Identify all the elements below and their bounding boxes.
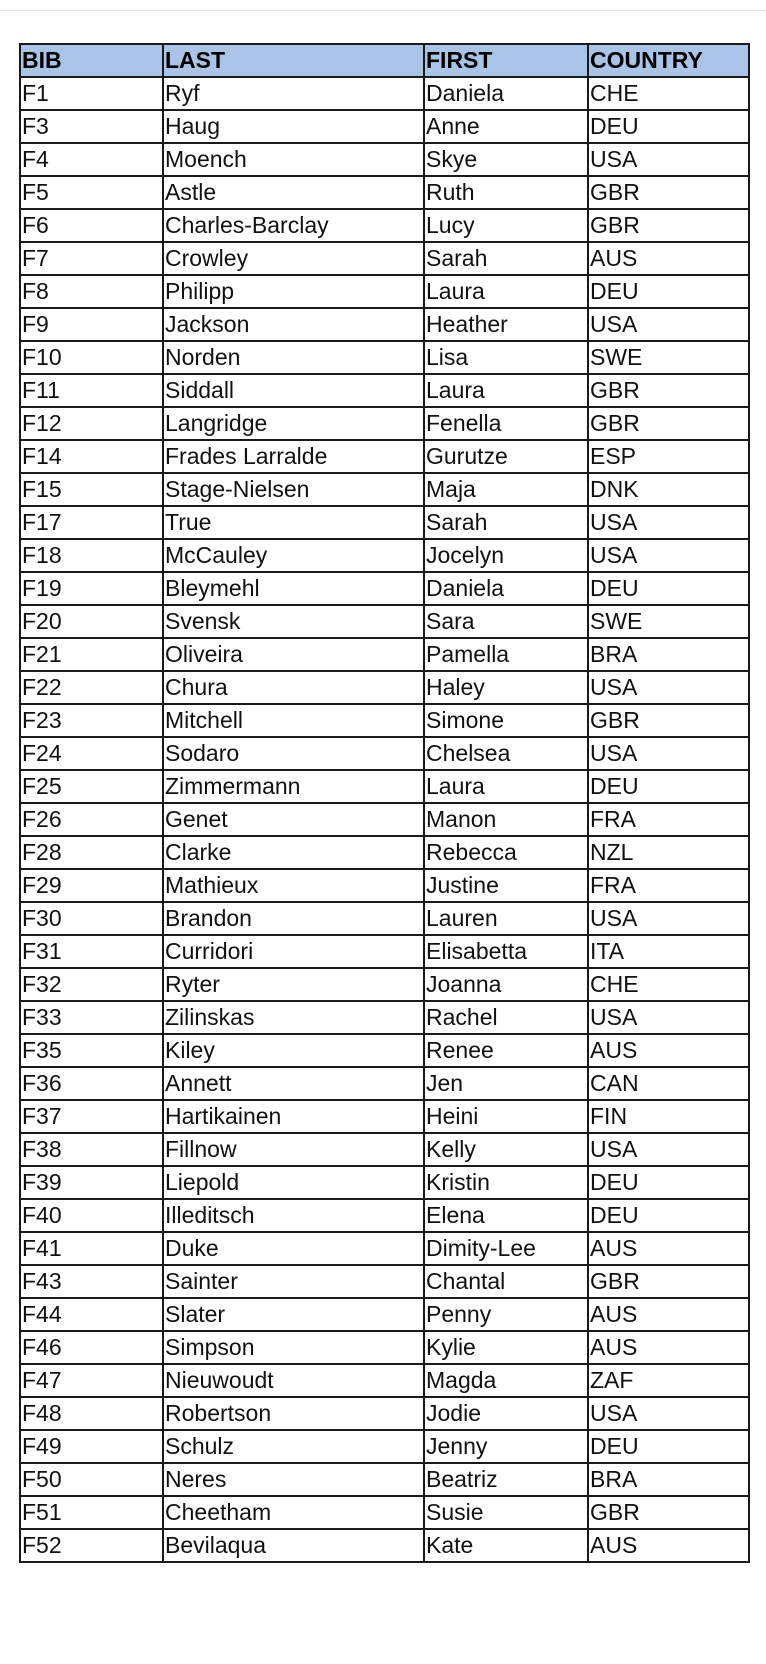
bib-cell: F20 (20, 605, 163, 638)
table-row (20, 1298, 749, 1331)
country-cell: ITA (588, 935, 749, 968)
table-row (20, 176, 749, 209)
last-name-cell: Neres (163, 1463, 424, 1496)
country-cell: AUS (588, 1034, 749, 1067)
country-cell: USA (588, 143, 749, 176)
bib-cell: F52 (20, 1529, 163, 1562)
last-name-cell: Frades Larralde (163, 440, 424, 473)
last-name-cell: Simpson (163, 1331, 424, 1364)
table-row (20, 1067, 749, 1100)
last-name-cell: Annett (163, 1067, 424, 1100)
bib-cell: F23 (20, 704, 163, 737)
first-name-cell: Chelsea (424, 737, 588, 770)
bib-cell: F31 (20, 935, 163, 968)
first-name-cell: Manon (424, 803, 588, 836)
bib-cell: F37 (20, 1100, 163, 1133)
country-cell: AUS (588, 1298, 749, 1331)
table-row (20, 1265, 749, 1298)
last-name-cell: Charles-Barclay (163, 209, 424, 242)
last-name-cell: Jackson (163, 308, 424, 341)
column-header-first: FIRST (424, 44, 588, 77)
table-row (20, 77, 749, 110)
table-row (20, 374, 749, 407)
last-name-cell: Illeditsch (163, 1199, 424, 1232)
country-cell: AUS (588, 1232, 749, 1265)
bib-cell: F33 (20, 1001, 163, 1034)
last-name-cell: Mathieux (163, 869, 424, 902)
first-name-cell: Jen (424, 1067, 588, 1100)
table-row (20, 704, 749, 737)
first-name-cell: Beatriz (424, 1463, 588, 1496)
table-row (20, 308, 749, 341)
first-name-cell: Dimity-Lee (424, 1232, 588, 1265)
table-row (20, 473, 749, 506)
column-header-bib: BIB (20, 44, 163, 77)
country-cell: BRA (588, 1463, 749, 1496)
country-cell: SWE (588, 605, 749, 638)
bib-cell: F17 (20, 506, 163, 539)
bib-cell: F25 (20, 770, 163, 803)
bib-cell: F41 (20, 1232, 163, 1265)
first-name-cell: Pamella (424, 638, 588, 671)
first-name-cell: Susie (424, 1496, 588, 1529)
first-name-cell: Jodie (424, 1397, 588, 1430)
last-name-cell: Duke (163, 1232, 424, 1265)
top-divider (0, 10, 766, 11)
country-cell: CAN (588, 1067, 749, 1100)
last-name-cell: Norden (163, 341, 424, 374)
first-name-cell: Sarah (424, 242, 588, 275)
country-cell: USA (588, 1133, 749, 1166)
country-cell: DEU (588, 275, 749, 308)
first-name-cell: Penny (424, 1298, 588, 1331)
last-name-cell: Nieuwoudt (163, 1364, 424, 1397)
country-cell: USA (588, 539, 749, 572)
table-row (20, 143, 749, 176)
bib-cell: F19 (20, 572, 163, 605)
first-name-cell: Simone (424, 704, 588, 737)
bib-cell: F6 (20, 209, 163, 242)
bib-cell: F43 (20, 1265, 163, 1298)
country-cell: DEU (588, 1166, 749, 1199)
first-name-cell: Maja (424, 473, 588, 506)
country-cell: USA (588, 671, 749, 704)
country-cell: CHE (588, 968, 749, 1001)
last-name-cell: Curridori (163, 935, 424, 968)
first-name-cell: Rachel (424, 1001, 588, 1034)
country-cell: DEU (588, 572, 749, 605)
bib-cell: F11 (20, 374, 163, 407)
country-cell: USA (588, 1001, 749, 1034)
table-row (20, 1364, 749, 1397)
table-header (20, 44, 749, 77)
country-cell: NZL (588, 836, 749, 869)
first-name-cell: Laura (424, 770, 588, 803)
last-name-cell: Genet (163, 803, 424, 836)
bib-cell: F38 (20, 1133, 163, 1166)
last-name-cell: Liepold (163, 1166, 424, 1199)
last-name-cell: Chura (163, 671, 424, 704)
table-row (20, 1496, 749, 1529)
table-row (20, 110, 749, 143)
first-name-cell: Lucy (424, 209, 588, 242)
country-cell: ZAF (588, 1364, 749, 1397)
last-name-cell: Schulz (163, 1430, 424, 1463)
country-cell: GBR (588, 374, 749, 407)
last-name-cell: Mitchell (163, 704, 424, 737)
table-row (20, 440, 749, 473)
bib-cell: F9 (20, 308, 163, 341)
country-cell: DEU (588, 1430, 749, 1463)
table-row (20, 1166, 749, 1199)
first-name-cell: Renee (424, 1034, 588, 1067)
bib-cell: F30 (20, 902, 163, 935)
first-name-cell: Sara (424, 605, 588, 638)
last-name-cell: Slater (163, 1298, 424, 1331)
table-row (20, 275, 749, 308)
country-cell: AUS (588, 1331, 749, 1364)
last-name-cell: Ryter (163, 968, 424, 1001)
last-name-cell: Moench (163, 143, 424, 176)
table-row (20, 968, 749, 1001)
last-name-cell: Astle (163, 176, 424, 209)
bib-cell: F3 (20, 110, 163, 143)
last-name-cell: Kiley (163, 1034, 424, 1067)
last-name-cell: Crowley (163, 242, 424, 275)
last-name-cell: Ryf (163, 77, 424, 110)
table-row (20, 407, 749, 440)
last-name-cell: Zilinskas (163, 1001, 424, 1034)
table-row (20, 1331, 749, 1364)
last-name-cell: Svensk (163, 605, 424, 638)
first-name-cell: Jenny (424, 1430, 588, 1463)
first-name-cell: Joanna (424, 968, 588, 1001)
bib-cell: F10 (20, 341, 163, 374)
table-row (20, 836, 749, 869)
first-name-cell: Rebecca (424, 836, 588, 869)
table-row (20, 1397, 749, 1430)
first-name-cell: Kylie (424, 1331, 588, 1364)
country-cell: FIN (588, 1100, 749, 1133)
bib-cell: F15 (20, 473, 163, 506)
last-name-cell: Fillnow (163, 1133, 424, 1166)
country-cell: USA (588, 737, 749, 770)
bib-cell: F36 (20, 1067, 163, 1100)
table-row (20, 1463, 749, 1496)
first-name-cell: Sarah (424, 506, 588, 539)
country-cell: USA (588, 902, 749, 935)
table-row (20, 935, 749, 968)
last-name-cell: McCauley (163, 539, 424, 572)
table-row (20, 1430, 749, 1463)
last-name-cell: Sodaro (163, 737, 424, 770)
bib-cell: F18 (20, 539, 163, 572)
last-name-cell: Bevilaqua (163, 1529, 424, 1562)
last-name-cell: True (163, 506, 424, 539)
last-name-cell: Siddall (163, 374, 424, 407)
table-row (20, 869, 749, 902)
last-name-cell: Clarke (163, 836, 424, 869)
country-cell: GBR (588, 1265, 749, 1298)
last-name-cell: Robertson (163, 1397, 424, 1430)
first-name-cell: Gurutze (424, 440, 588, 473)
country-cell: USA (588, 1397, 749, 1430)
table-row (20, 737, 749, 770)
bib-cell: F47 (20, 1364, 163, 1397)
country-cell: USA (588, 506, 749, 539)
country-cell: FRA (588, 803, 749, 836)
last-name-cell: Hartikainen (163, 1100, 424, 1133)
country-cell: DEU (588, 110, 749, 143)
bib-cell: F29 (20, 869, 163, 902)
country-cell: ESP (588, 440, 749, 473)
bib-cell: F14 (20, 440, 163, 473)
first-name-cell: Daniela (424, 572, 588, 605)
country-cell: GBR (588, 407, 749, 440)
first-name-cell: Chantal (424, 1265, 588, 1298)
bib-cell: F49 (20, 1430, 163, 1463)
country-cell: BRA (588, 638, 749, 671)
last-name-cell: Stage-Nielsen (163, 473, 424, 506)
table-row (20, 572, 749, 605)
first-name-cell: Lauren (424, 902, 588, 935)
bib-cell: F50 (20, 1463, 163, 1496)
bib-cell: F21 (20, 638, 163, 671)
first-name-cell: Anne (424, 110, 588, 143)
column-header-last: LAST (163, 44, 424, 77)
country-cell: AUS (588, 242, 749, 275)
last-name-cell: Oliveira (163, 638, 424, 671)
table-row (20, 1232, 749, 1265)
table-row (20, 671, 749, 704)
first-name-cell: Laura (424, 374, 588, 407)
first-name-cell: Heini (424, 1100, 588, 1133)
bib-cell: F40 (20, 1199, 163, 1232)
first-name-cell: Laura (424, 275, 588, 308)
first-name-cell: Elena (424, 1199, 588, 1232)
bib-cell: F22 (20, 671, 163, 704)
table-row (20, 770, 749, 803)
table-row (20, 341, 749, 374)
country-cell: CHE (588, 77, 749, 110)
roster-table-container (19, 43, 750, 1563)
table-row (20, 242, 749, 275)
bib-cell: F35 (20, 1034, 163, 1067)
first-name-cell: Haley (424, 671, 588, 704)
last-name-cell: Sainter (163, 1265, 424, 1298)
first-name-cell: Skye (424, 143, 588, 176)
bib-cell: F4 (20, 143, 163, 176)
column-header-country: COUNTRY (588, 44, 749, 77)
table-row (20, 1100, 749, 1133)
table-row (20, 638, 749, 671)
first-name-cell: Daniela (424, 77, 588, 110)
last-name-cell: Philipp (163, 275, 424, 308)
bib-cell: F32 (20, 968, 163, 1001)
first-name-cell: Lisa (424, 341, 588, 374)
bib-cell: F12 (20, 407, 163, 440)
table-row (20, 902, 749, 935)
first-name-cell: Kelly (424, 1133, 588, 1166)
header-row (20, 44, 749, 77)
bib-cell: F46 (20, 1331, 163, 1364)
table-row (20, 209, 749, 242)
bib-cell: F28 (20, 836, 163, 869)
first-name-cell: Justine (424, 869, 588, 902)
bib-cell: F24 (20, 737, 163, 770)
first-name-cell: Fenella (424, 407, 588, 440)
country-cell: GBR (588, 176, 749, 209)
table-row (20, 1199, 749, 1232)
last-name-cell: Bleymehl (163, 572, 424, 605)
table-row (20, 1034, 749, 1067)
table-row (20, 1133, 749, 1166)
first-name-cell: Kristin (424, 1166, 588, 1199)
first-name-cell: Kate (424, 1529, 588, 1562)
bib-cell: F39 (20, 1166, 163, 1199)
last-name-cell: Langridge (163, 407, 424, 440)
country-cell: GBR (588, 704, 749, 737)
last-name-cell: Zimmermann (163, 770, 424, 803)
first-name-cell: Magda (424, 1364, 588, 1397)
country-cell: GBR (588, 209, 749, 242)
bib-cell: F7 (20, 242, 163, 275)
bib-cell: F26 (20, 803, 163, 836)
first-name-cell: Jocelyn (424, 539, 588, 572)
table-row (20, 605, 749, 638)
country-cell: DNK (588, 473, 749, 506)
table-body (20, 77, 749, 1562)
country-cell: SWE (588, 341, 749, 374)
first-name-cell: Heather (424, 308, 588, 341)
country-cell: DEU (588, 1199, 749, 1232)
country-cell: FRA (588, 869, 749, 902)
last-name-cell: Cheetham (163, 1496, 424, 1529)
athlete-roster-table (19, 43, 750, 1563)
country-cell: USA (588, 308, 749, 341)
country-cell: AUS (588, 1529, 749, 1562)
bib-cell: F1 (20, 77, 163, 110)
bib-cell: F8 (20, 275, 163, 308)
last-name-cell: Haug (163, 110, 424, 143)
table-row (20, 539, 749, 572)
table-row (20, 1529, 749, 1562)
country-cell: DEU (588, 770, 749, 803)
table-row (20, 803, 749, 836)
table-row (20, 1001, 749, 1034)
country-cell: GBR (588, 1496, 749, 1529)
bib-cell: F48 (20, 1397, 163, 1430)
bib-cell: F5 (20, 176, 163, 209)
bib-cell: F44 (20, 1298, 163, 1331)
bib-cell: F51 (20, 1496, 163, 1529)
first-name-cell: Ruth (424, 176, 588, 209)
first-name-cell: Elisabetta (424, 935, 588, 968)
table-row (20, 506, 749, 539)
last-name-cell: Brandon (163, 902, 424, 935)
